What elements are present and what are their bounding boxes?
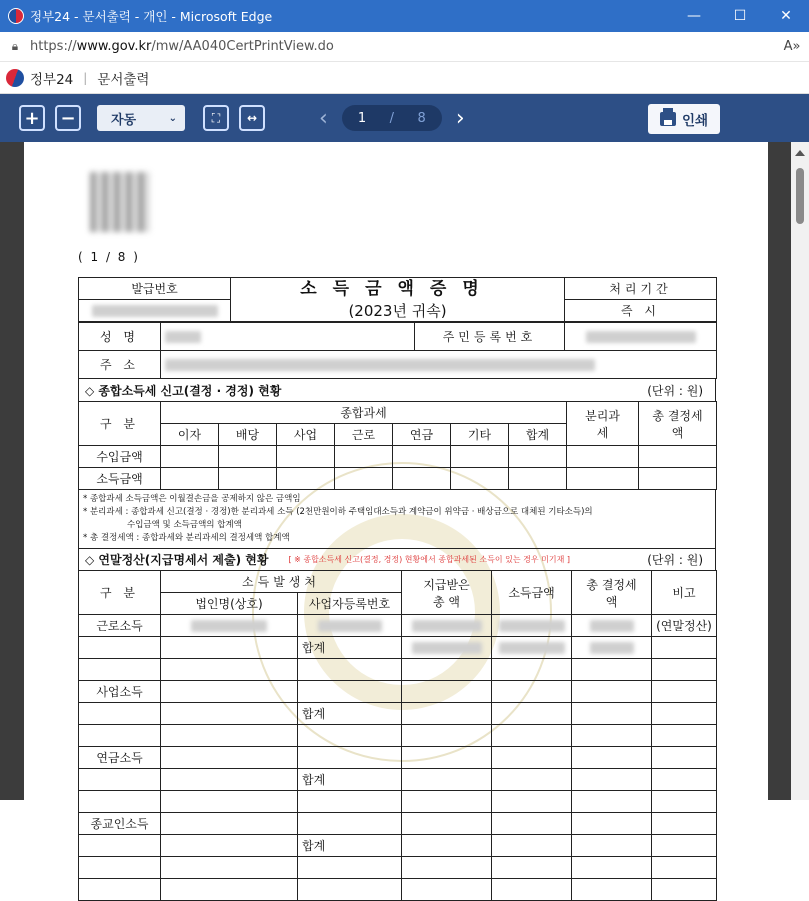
s1-col-dividend: 배당 xyxy=(219,424,277,446)
s1-col-interest: 이자 xyxy=(161,424,219,446)
s2-row-business: 사업소득 xyxy=(79,681,161,703)
url-field[interactable] xyxy=(30,39,775,54)
zoom-select-value: 자동 xyxy=(111,112,137,128)
note-3: * 총 결정세액 : 종합과세와 분리과세의 결정세액 합계액 xyxy=(83,533,290,543)
issue-no-value xyxy=(79,300,231,322)
s2-corp-header: 법인명(상호) xyxy=(161,593,298,615)
prev-page-button[interactable]: ‹ xyxy=(319,105,328,131)
section1-header xyxy=(78,379,716,401)
viewer-scrollbar[interactable] xyxy=(791,142,809,800)
scroll-up-icon[interactable] xyxy=(795,150,805,156)
s2-bizno-header: 사업자등록번호 xyxy=(298,593,402,615)
s2-row-religious: 종교인소득 xyxy=(79,813,161,835)
minimize-button[interactable]: — xyxy=(687,8,701,24)
s2-remark-header: 비고 xyxy=(652,571,717,615)
issue-no-label: 발급번호 xyxy=(79,278,231,300)
s2-pension-sum: 합계 xyxy=(298,769,402,791)
total-pages: 8 xyxy=(417,110,426,126)
s1-col-total: 합계 xyxy=(509,424,567,446)
year-end-settlement-table xyxy=(78,570,717,901)
s1-total-tax-header: 총 결정세액 xyxy=(639,402,717,446)
personal-info-table xyxy=(78,322,717,379)
note-1: * 종합과세 소득금액은 이월결손금을 공제하지 않은 금액임 xyxy=(83,494,301,504)
section2-unit: (단위 : 원) xyxy=(647,553,703,567)
s1-row-income: 소득금액 xyxy=(79,468,161,490)
section2-note: [ ※ 종합소득세 신고(결정, 경정) 현황에서 종합과세된 소득이 있는 경우 미기재 ] xyxy=(288,555,570,564)
s1-col-other: 기타 xyxy=(451,424,509,446)
s1-comprehensive-header: 종합과세 xyxy=(161,402,567,424)
maximize-button[interactable]: ☐ xyxy=(733,8,747,24)
section1-notes xyxy=(78,490,716,548)
section-title: 문서출력 xyxy=(97,71,150,88)
processing-label: 처리기간 xyxy=(565,278,717,300)
s2-paid-header: 지급받은 총 액 xyxy=(402,571,492,615)
document-page xyxy=(24,142,768,853)
zoom-in-button[interactable]: + xyxy=(19,105,45,131)
qr-code-blurred xyxy=(90,172,150,232)
fit-page-button[interactable]: ⛶ xyxy=(203,105,229,131)
certificate-subtitle: (2023년 귀속) xyxy=(348,302,447,320)
page-indicator[interactable] xyxy=(342,105,442,131)
site-header xyxy=(0,62,809,94)
taegeuk-logo-icon xyxy=(6,69,24,87)
s2-tax-header: 총 결정세액 xyxy=(572,571,652,615)
section1-title: ◇ 종합소득세 신고(결정 · 경정) 현황 xyxy=(85,383,282,398)
income-certificate-form xyxy=(78,277,716,901)
address-label: 주 소 xyxy=(79,351,161,379)
s1-separate-header: 분리과세 xyxy=(567,402,639,446)
s1-col-labor: 근로 xyxy=(335,424,393,446)
s2-labor-sum: 합계 xyxy=(298,637,402,659)
address-bar xyxy=(0,32,809,62)
section1-unit: (단위 : 원) xyxy=(647,383,703,398)
rrn-value xyxy=(565,323,717,351)
print-button[interactable] xyxy=(648,104,720,134)
certificate-title: 소득금액증명 xyxy=(300,279,495,299)
section2-header xyxy=(78,548,716,570)
url-scheme: https:// xyxy=(30,39,77,54)
s2-religious-sum: 합계 xyxy=(298,835,402,857)
s2-source-header: 소득발생처 xyxy=(161,571,402,593)
s2-remark-value: (연말정산) xyxy=(652,615,717,637)
lock-icon[interactable]: 🔒︎ xyxy=(11,39,19,53)
s2-income-header: 소득금액 xyxy=(492,571,572,615)
gov24-app-icon xyxy=(8,8,24,24)
s2-row-pension: 연금소득 xyxy=(79,747,161,769)
address-value xyxy=(161,351,717,379)
close-button[interactable]: ✕ xyxy=(780,8,792,24)
page-slash: / xyxy=(389,110,394,126)
s2-row-labor: 근로소득 xyxy=(79,615,161,637)
chevron-down-icon: ⌄ xyxy=(168,112,177,124)
fit-width-button[interactable]: ↔ xyxy=(239,105,265,131)
site-name[interactable]: 정부24 xyxy=(30,71,74,88)
print-label: 인쇄 xyxy=(681,113,709,129)
printer-icon xyxy=(660,112,676,126)
section2-title: ◇ 연말정산(지급명세서 제출) 현황 xyxy=(85,553,269,567)
viewer-toolbar xyxy=(0,94,809,142)
processing-value: 즉 시 xyxy=(565,300,717,322)
s2-category-header: 구 분 xyxy=(79,571,161,615)
comprehensive-tax-table xyxy=(78,401,717,490)
certificate-title-cell xyxy=(231,278,565,322)
read-aloud-icon[interactable]: A» xyxy=(783,39,801,54)
s1-category-header: 구 분 xyxy=(79,402,161,446)
page-number-text: ( 1 / 8 ) xyxy=(78,250,140,264)
s1-row-revenue: 수입금액 xyxy=(79,446,161,468)
current-page[interactable]: 1 xyxy=(357,110,367,126)
header-separator: | xyxy=(83,70,88,85)
s1-col-pension: 연금 xyxy=(393,424,451,446)
window-titlebar xyxy=(0,0,809,32)
name-label: 성 명 xyxy=(79,323,161,351)
window-title: 정부24 - 문서출력 - 개인 - Microsoft Edge xyxy=(30,9,273,24)
s2-business-sum: 합계 xyxy=(298,703,402,725)
url-host: www.gov.kr xyxy=(76,39,152,54)
zoom-out-button[interactable]: − xyxy=(55,105,81,131)
next-page-button[interactable]: › xyxy=(455,105,465,131)
scroll-thumb[interactable] xyxy=(796,168,804,224)
zoom-select[interactable] xyxy=(97,105,185,131)
certificate-header-table xyxy=(78,277,717,322)
rrn-label: 주민등록번호 xyxy=(415,323,565,351)
note-2: * 분리과세 : 종합과세 신고(결정 · 경정)한 분리과세 소득 (2천만원이하 주택임대소득과 계약금이 위약금 · 배상금으로 대체된 기타소득)의 xyxy=(83,507,593,517)
name-value xyxy=(161,323,415,351)
note-2-cont: 수입금액 및 소득금액의 합계액 xyxy=(127,520,242,530)
url-path: /mw/AA040CertPrintView.do xyxy=(151,39,334,54)
s1-col-business: 사업 xyxy=(277,424,335,446)
